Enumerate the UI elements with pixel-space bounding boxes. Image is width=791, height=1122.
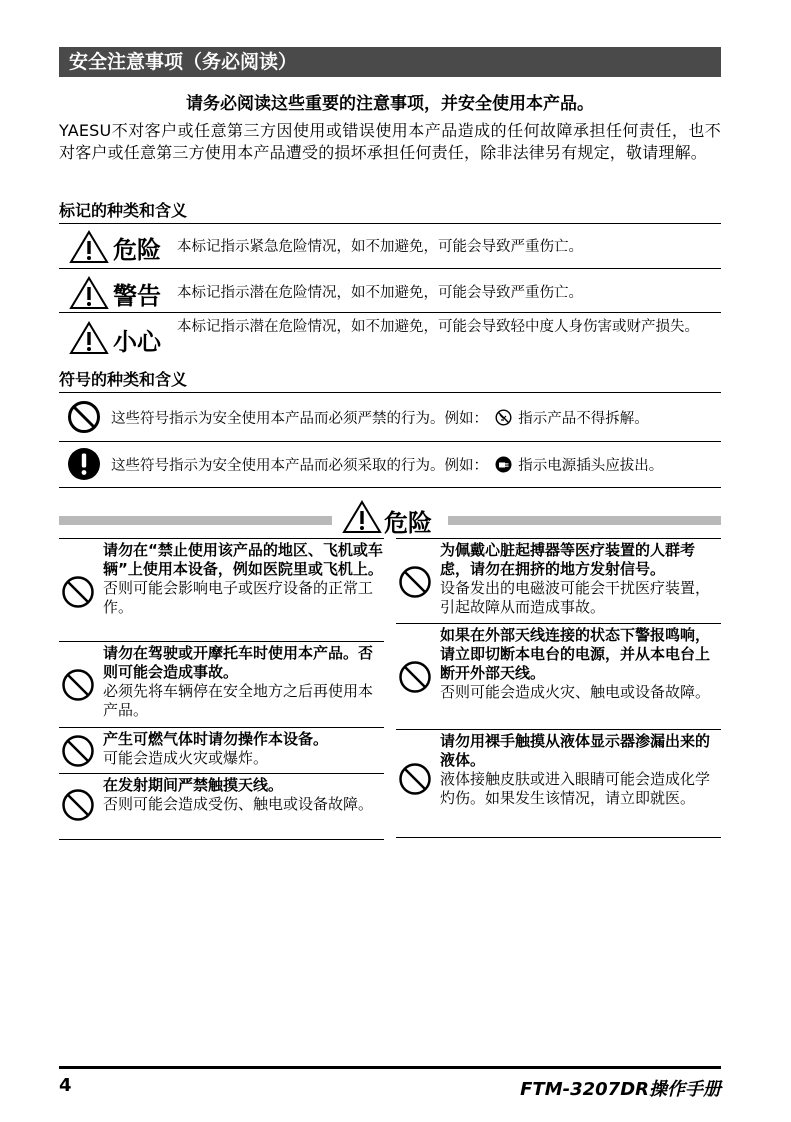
marks-heading: 标记的种类和含义 xyxy=(59,200,721,224)
prohibition-icon xyxy=(398,660,432,694)
footer-divider xyxy=(59,1066,721,1069)
prohibition-icon xyxy=(398,565,432,599)
divider xyxy=(59,312,721,313)
banner-bar xyxy=(448,516,721,525)
danger-item xyxy=(59,774,384,840)
danger-item xyxy=(396,538,721,624)
subtitle: 请务必阅读这些重要的注意事项，并安全使用本产品。 xyxy=(186,94,594,114)
danger-banner xyxy=(59,498,721,538)
warning-triangle-icon xyxy=(69,321,109,355)
prohibition-icon xyxy=(61,734,95,768)
unplug-icon xyxy=(495,456,512,473)
symbol-description: 这些符号指示为安全使用本产品而必须采取的行为。例如： xyxy=(111,458,488,474)
mark-word: 小心 xyxy=(113,327,161,356)
page-title: 安全注意事项（务必阅读） xyxy=(59,47,721,77)
item-heading: 请勿用裸手触摸从液体显示器渗漏出来的液体。 xyxy=(440,732,711,769)
banner-bar xyxy=(59,516,332,525)
prohibition-icon xyxy=(67,400,101,434)
item-body: 否则可能会造成火灾、触电或设备故障。 xyxy=(440,683,711,701)
divider xyxy=(59,441,721,442)
danger-item xyxy=(59,642,384,728)
page-number: 4 xyxy=(59,1075,72,1096)
item-body: 液体接触皮肤或进入眼睛可能会造成化学灼伤。如果发生该情况，请立即就医。 xyxy=(440,770,711,807)
symbol-example: 指示电源插头应拔出。 xyxy=(518,458,664,474)
item-body: 设备发出的电磁波可能会干扰医疗装置，引起故障从而造成事故。 xyxy=(440,579,711,616)
item-heading: 产生可燃气体时请勿操作本设备。 xyxy=(103,730,329,748)
item-heading: 为佩戴心脏起搏器等医疗装置的人群考虑，请勿在拥挤的地方发射信号。 xyxy=(440,541,696,578)
item-heading: 在发射期间严禁触摸天线。 xyxy=(103,776,284,794)
symbol-row-prohibition xyxy=(59,397,721,439)
item-heading: 请勿在“禁止使用该产品的地区、飞机或车辆”上使用本设备，例如医院里或飞机上。 xyxy=(103,541,383,578)
danger-left-column xyxy=(59,538,384,840)
symbol-example: 指示产品不得拆解。 xyxy=(518,411,649,427)
intro-paragraph: YAESU不对客户或任意第三方因使用或错误使用本产品造成的任何故障承担任何责任，也不对客户或任意第三方使用本产品遭受的损坏承担任何责任，除非法律另有规定，敬请理解。 xyxy=(59,121,721,162)
warning-triangle-icon xyxy=(69,276,109,310)
item-heading: 请勿在驾驶或开摩托车时使用本产品。否则可能会造成事故。 xyxy=(103,644,374,681)
item-body: 可能会造成火灾或爆炸。 xyxy=(103,749,269,767)
mark-description: 本标记指示潜在危险情况，如不加避免，可能会导致严重伤亡。 xyxy=(177,285,583,301)
divider xyxy=(59,268,721,269)
symbols-heading: 符号的种类和含义 xyxy=(59,369,721,393)
mark-description: 本标记指示紧急危险情况，如不加避免，可能会导致严重伤亡。 xyxy=(177,239,583,255)
danger-item xyxy=(59,538,384,642)
danger-right-column xyxy=(396,538,721,838)
mark-row-caution xyxy=(59,316,721,360)
no-disassembly-icon xyxy=(495,409,512,426)
mark-row-danger xyxy=(59,226,721,266)
item-body: 必须先将车辆停在安全地方之后再使用本产品。 xyxy=(103,682,374,719)
danger-item xyxy=(396,730,721,838)
mark-description: 本标记指示潜在危险情况，如不加避免，可能会导致轻中度人身伤害或财产损失。 xyxy=(177,319,699,335)
warning-triangle-icon xyxy=(69,230,109,264)
prohibition-icon xyxy=(398,762,432,796)
mark-row-warning xyxy=(59,272,721,312)
divider xyxy=(59,487,721,488)
mark-word: 危险 xyxy=(113,235,161,264)
prohibition-icon xyxy=(61,668,95,702)
prohibition-icon xyxy=(61,788,95,822)
prohibition-icon xyxy=(61,575,95,609)
danger-item xyxy=(396,624,721,730)
symbol-row-mandatory xyxy=(59,444,721,486)
warning-triangle-icon xyxy=(342,500,382,534)
manual-title: FTM-3207DR操作手册 xyxy=(520,1079,721,1100)
item-body: 否则可能会影响电子或医疗设备的正常工作。 xyxy=(103,579,374,616)
danger-item xyxy=(59,728,384,774)
symbol-description: 这些符号指示为安全使用本产品而必须严禁的行为。例如： xyxy=(111,411,488,427)
mark-word: 警告 xyxy=(113,281,161,310)
mandatory-icon xyxy=(67,447,101,481)
danger-title: 危险 xyxy=(384,508,432,537)
item-heading: 如果在外部天线连接的状态下警报鸣响，请立即切断本电台的电源，并从本电台上断开外部天线。 xyxy=(440,626,711,682)
item-body: 否则可能会造成受伤、触电或设备故障。 xyxy=(103,795,374,813)
